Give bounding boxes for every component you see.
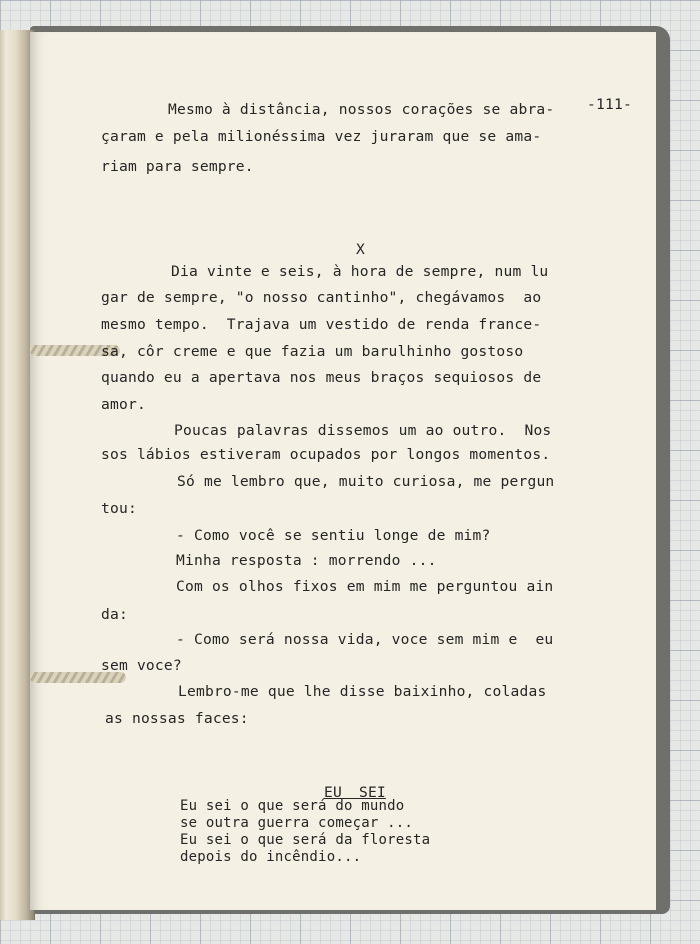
text-line: tou: [101,500,137,517]
text-line: Só me lembro que, muito curiosa, me pergun [177,473,555,490]
text-line: - Como será nossa vida, voce sem mim e eu [176,631,554,648]
text-line: Com os olhos fixos em mim me perguntou ain [176,578,554,595]
text-line: sos lábios estiveram ocupados por longos momentos. [101,446,551,463]
poem-line: Eu sei o que será da floresta [180,832,431,848]
text-line: Mesmo à distância, nossos corações se abra- [168,101,555,118]
page-number: -111- [587,96,632,113]
text-line: quando eu a apertava nos meus braços sequiosos de [101,369,542,386]
text-line: gar de sempre, "o nosso cantinho", chegávamos ao [101,289,542,306]
text-line: sem voce? [101,657,182,674]
text-line: - Como você se sentiu longe de mim? [176,527,491,544]
poem-heading: EU SEI [324,784,386,801]
typewritten-page [30,32,656,910]
text-line: mesmo tempo. Trajava um vestido de renda france- [101,316,542,333]
poem-line: se outra guerra começar ... [180,815,413,831]
text-line: sa, côr creme e que fazia um barulhinho gostoso [101,343,524,360]
text-line: Minha resposta : morrendo ... [176,552,437,569]
text-line: Dia vinte e seis, à hora de sempre, num lu [171,263,549,280]
poem-line: depois do incêndio... [180,849,362,865]
text-line: Poucas palavras dissemos um ao outro. Nos [174,422,552,439]
section-separator: X [356,241,365,258]
text-line: amor. [101,396,146,413]
text-line: da: [101,606,128,623]
poem-line: Eu sei o que será do mundo [180,798,405,814]
text-line: riam para sempre. [101,158,254,175]
text-line: çaram e pela milionéssima vez juraram que se ama- [101,128,542,145]
text-line: Lembro-me que lhe disse baixinho, coladas [178,683,547,700]
text-line: as nossas faces: [105,710,249,727]
